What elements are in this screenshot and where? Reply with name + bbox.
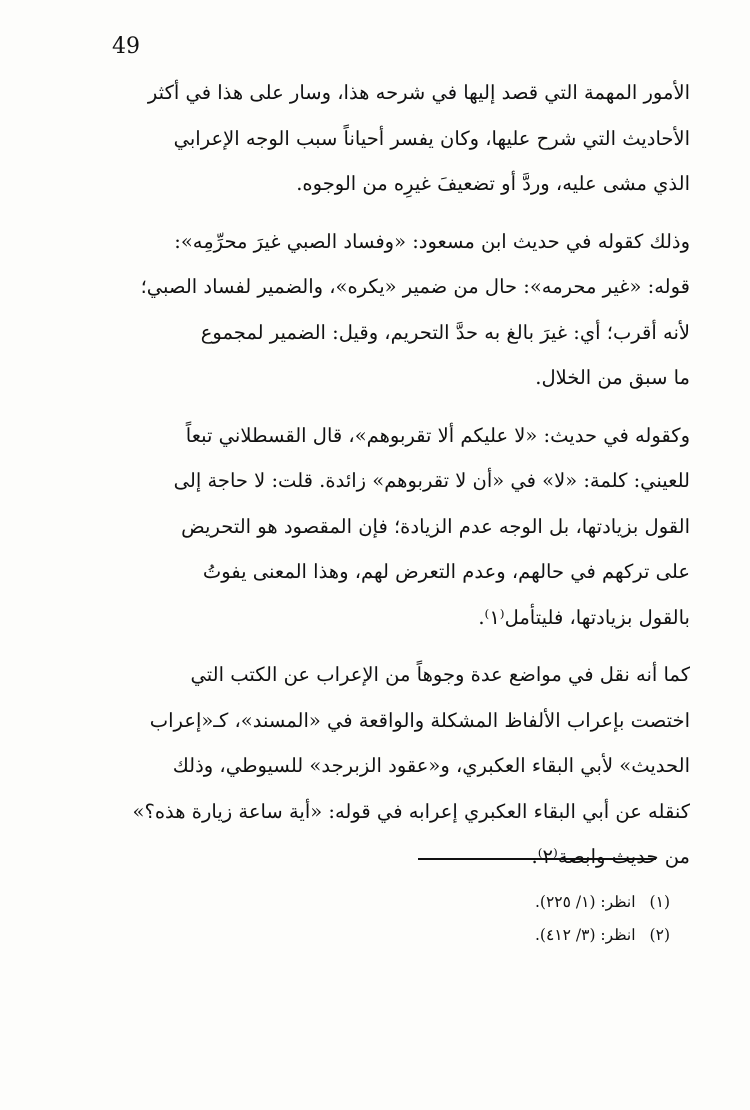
text-line: قوله: «غير محرمه»: حال من ضمير «يكره»، والضمير لفساد الصبي؛: [140, 275, 690, 298]
text-line: على تركهم في حالهم، وعدم التعرض لهم، وهذا المعنى يفوتُ: [202, 560, 690, 583]
paragraph-4: [80, 652, 690, 880]
text-line: اختصت بإعراب الألفاظ المشكلة والواقعة في «المسند»، كـ«إعراب: [149, 708, 690, 732]
footnote-2: [470, 919, 670, 952]
text-line: كنقله عن أبي البقاء العكبري إعرابه في قوله: «أية ساعة زيارة هذه؟»: [132, 799, 690, 823]
footnote-number: (١): [649, 893, 670, 911]
page-number: 49: [112, 34, 140, 59]
text-line: لأنه أقرب؛ أي: غيرَ بالغ به حدَّ التحريم، وقيل: الضمير لمجموع: [200, 320, 690, 344]
text-line: الأمور المهمة التي قصد إليها في شرحه هذا، وسار على هذا في أكثر: [147, 81, 690, 104]
footnote-1: [470, 886, 670, 919]
text-line: الذي مشى عليه، وردَّ أو تضعيفَ غيرِه من الوجوه.: [296, 172, 690, 195]
text-line: بالقول بزيادتها، فليتأمل⁽١⁾.: [478, 605, 690, 629]
text-line: للعيني: كلمة: «لا» في «أن لا تقربوهم» زائدة. قلت: لا حاجة إلى: [173, 469, 690, 492]
text-line: الحديث» لأبي البقاء العكبري، و«عقود الزبرجد» للسيوطي، وذلك: [172, 754, 690, 777]
footnote-text: انظر: (٣/ ٤١٢).: [535, 926, 636, 944]
paragraph-2: [80, 219, 690, 401]
footnotes: [470, 886, 670, 952]
text-line: وكقوله في حديث: «لا عليكم ألا تقربوهم»، قال القسطلاني تبعاً: [185, 423, 690, 447]
text-line: ما سبق من الخلال.: [535, 366, 690, 389]
text-line: الأحاديث التي شرح عليها، وكان يفسر أحياناً سبب الوجه الإعرابي: [173, 126, 690, 150]
footnote-text: انظر: (١/ ٢٢٥).: [535, 893, 636, 911]
footnote-divider: [418, 858, 656, 860]
text-line: وذلك كقوله في حديث ابن مسعود: «وفساد الصبي غيرَ محرِّمِه»:: [174, 229, 690, 253]
footnote-number: (٢): [649, 926, 670, 944]
text-line: القول بزيادتها، بل الوجه عدم الزيادة؛ فإن المقصود هو التحريض: [181, 514, 690, 538]
text-line: كما أنه نقل في مواضع عدة وجوهاً من الإعراب عن الكتب التي: [190, 663, 690, 686]
paragraph-1: [80, 70, 690, 207]
paragraph-3: [80, 413, 690, 641]
text-line: من حديث وابصة⁽٢⁾.: [531, 845, 690, 868]
body-text: [80, 70, 690, 880]
